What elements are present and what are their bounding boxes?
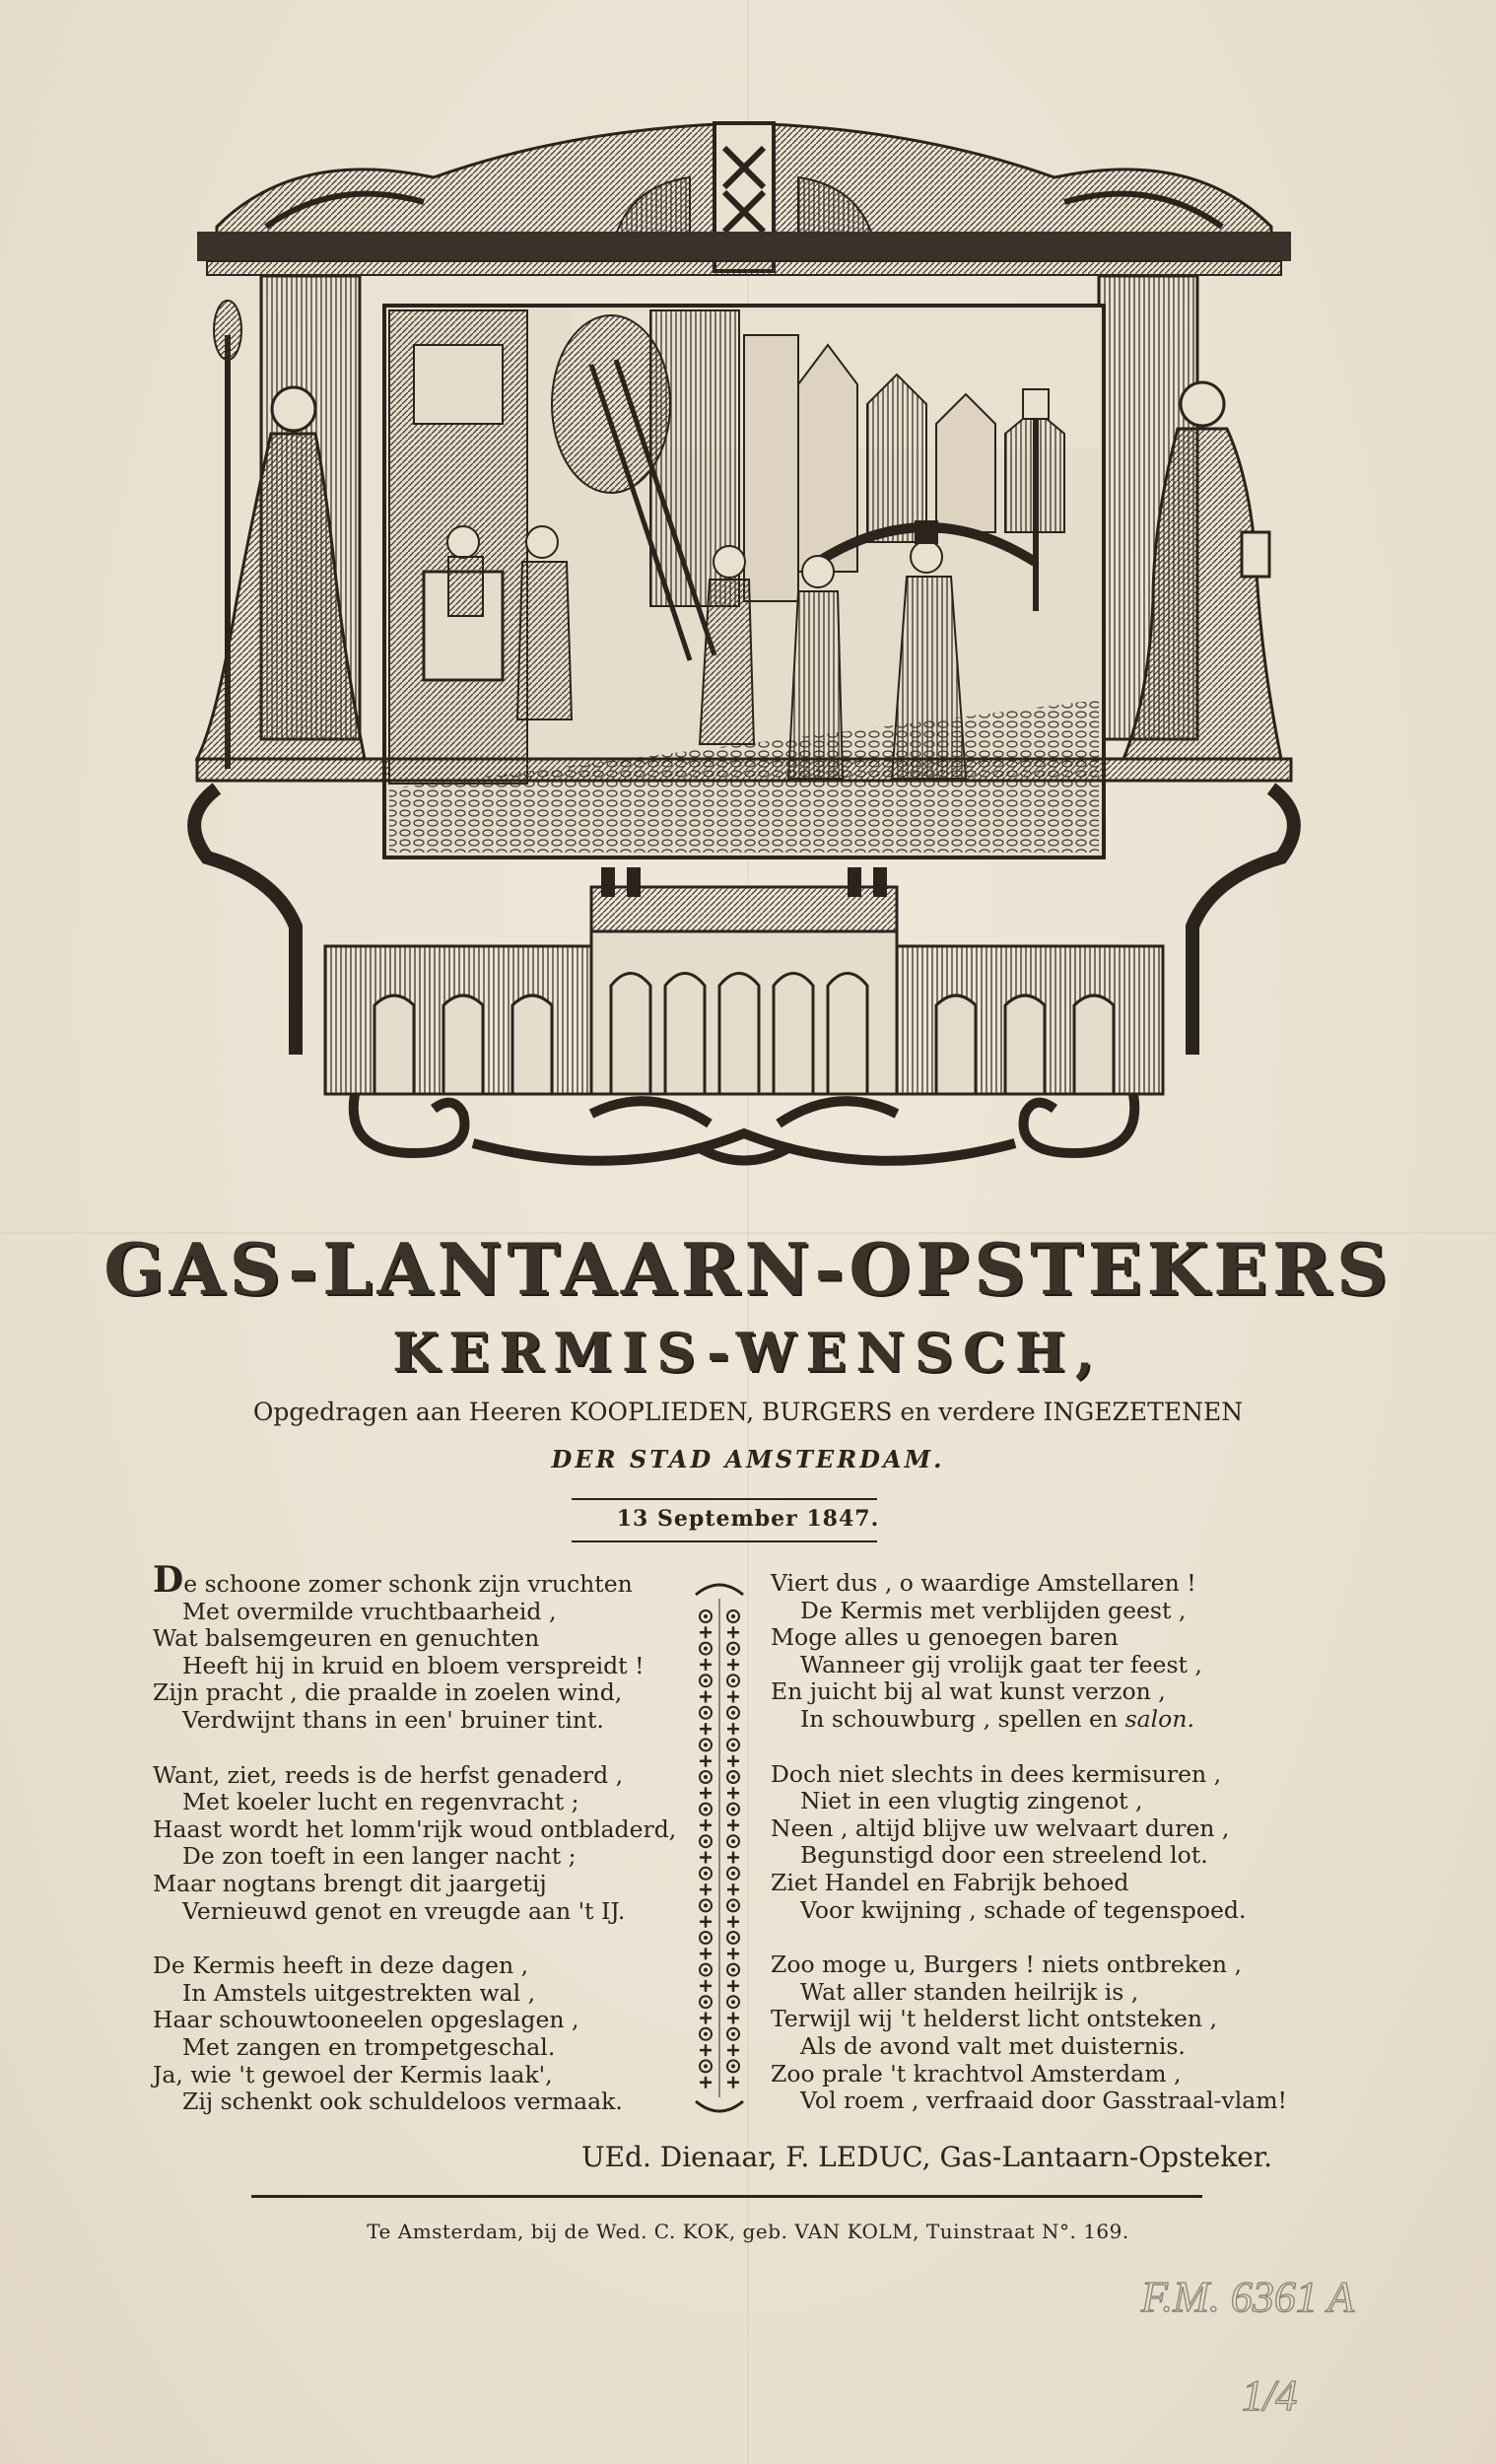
date-rule-bottom: [572, 1540, 877, 1542]
poem-line-text: In Amstels uitgestrekten wal ,: [182, 1978, 536, 2007]
poem-line: [153, 1843, 705, 1871]
title-subtitle: KERMIS-WENSCH,: [392, 1321, 1104, 1384]
poem-line: [153, 2034, 705, 2062]
poem-line: [153, 2088, 705, 2116]
poem-line-text: Heeft hij in kruid en bloem verspreidt !: [182, 1651, 645, 1679]
dedication-line: Opgedragen aan Heeren KOOPLIEDEN, BURGERS en verdere INGEZETENEN: [252, 1398, 1244, 1426]
poem-line-text: Met koeler lucht en regenvracht ;: [182, 1788, 579, 1816]
poem-line-text: De zon toeft in een langer nacht ;: [182, 1842, 577, 1871]
poem-line-text: De Kermis met verblijden geest ,: [800, 1596, 1187, 1624]
poem-line-text: Als de avond valt met duisternis.: [800, 2031, 1186, 2060]
poem-line-text: En juicht bij al wat kunst verzon ,: [771, 1677, 1166, 1706]
poem-stanza: [771, 1761, 1323, 1925]
poem-right-column: [771, 1570, 1323, 2143]
poem-line-text: e schoone zomer schonk zijn vruchten: [183, 1570, 633, 1598]
poem-line-text: Ziet Handel en Fabrijk behoed: [771, 1868, 1129, 1896]
poem-line: [153, 1816, 705, 1844]
poem-line-text: Viert dus , o waardige Amstellaren !: [771, 1569, 1196, 1597]
city-line: DER STAD AMSTERDAM.: [551, 1445, 945, 1473]
poem-stanza: [771, 1570, 1323, 1734]
poem-line: [153, 1762, 705, 1790]
poem-line: [771, 1624, 1323, 1652]
poem-line: [153, 1952, 705, 1980]
poem-stanza: [153, 1559, 705, 1735]
poem-line: [771, 1761, 1323, 1789]
poem-line: [153, 1653, 705, 1680]
poem-line-text: Wat aller standen heilrijk is ,: [800, 1977, 1139, 2006]
poem-line: [153, 1789, 705, 1816]
poem-line-text: Ja, wie 't gewoel der Kermis laak',: [153, 2060, 553, 2088]
date-rule-top: [572, 1498, 877, 1500]
poem-line: [153, 1599, 705, 1626]
poem-line: [153, 1898, 705, 1926]
poem-line-text: Vol roem , verfraaid door Gasstraal-vlam!: [800, 2087, 1287, 2115]
printer-imprint: Te Amsterdam, bij de Wed. C. KOK, geb. VAN KOLM, Tuinstraat N°. 169.: [367, 2220, 1129, 2243]
poem-line: [771, 1652, 1323, 1679]
poem-line: [771, 1815, 1323, 1843]
poem-line-text: Niet in een vlugtig zingenot ,: [800, 1787, 1143, 1815]
poem-line: [771, 1951, 1323, 1979]
poem-line: [771, 2033, 1323, 2061]
poem-line: [153, 1707, 705, 1735]
poem-line: [771, 1678, 1323, 1706]
poem-line-text: Haar schouwtooneelen opgeslagen ,: [153, 2006, 579, 2034]
poem-line-text: Zoo prale 't krachtvol Amsterdam ,: [771, 2059, 1182, 2088]
poem-line-text: Wanneer gij vrolijk gaat ter feest ,: [800, 1650, 1202, 1678]
poem-line-text: Met overmilde vruchtbaarheid ,: [182, 1597, 557, 1625]
poem-line: [153, 1871, 705, 1898]
poem-line: [153, 2007, 705, 2034]
poem-line: [771, 2061, 1323, 2088]
archive-fraction: 1/4: [1242, 2371, 1298, 2420]
poem-line: [771, 2088, 1323, 2115]
drop-cap: D: [153, 1559, 184, 1601]
poem-line-text: Moge alles u genoegen baren: [771, 1623, 1119, 1652]
poem-line: [153, 2062, 705, 2089]
poem-line: [771, 1570, 1323, 1598]
poem-line: [153, 1559, 705, 1601]
imprint-rule: [251, 2195, 1202, 2198]
poem-line: [771, 1598, 1323, 1625]
poem-line: [153, 1980, 705, 2008]
poem-line-text: Neen , altijd blijve uw welvaart duren ,: [771, 1814, 1230, 1842]
poem-line-text: Want, ziet, reeds is de herfst genaderd ,: [153, 1760, 624, 1789]
poem-line-text: Zoo moge u, Burgers ! niets ontbreken ,: [771, 1951, 1242, 1979]
poem-line-text: Maar nogtans brengt dit jaargetij: [153, 1869, 547, 1897]
poem-stanza: [153, 1952, 705, 2116]
poem-line: [771, 1870, 1323, 1897]
title-main: GAS-LANTAARN-OPSTEKERS: [103, 1227, 1393, 1311]
ornamental-divider: [690, 1577, 749, 2119]
poem-line-italic: salon.: [1124, 1704, 1194, 1733]
poem-line-text: Wat balsemgeuren en genuchten: [153, 1624, 540, 1653]
poem-line: [771, 2006, 1323, 2033]
poem-line-text: Vernieuwd genot en vreugde aan 't IJ.: [182, 1896, 626, 1925]
colonnade-building: [325, 867, 1163, 1094]
poem-line-text: Doch niet slechts in dees kermisuren ,: [771, 1759, 1222, 1788]
poem-line-text: Zijn pracht , die praalde in zoelen wind,: [153, 1678, 623, 1707]
poem-line-text: Begunstigd door een streelend lot.: [800, 1841, 1208, 1870]
woodcut-illustration: [177, 108, 1311, 1173]
archive-number: F.M. 6361 A: [1141, 2273, 1354, 2321]
poem-line-text: Verdwijnt thans in een' bruiner tint.: [182, 1705, 604, 1734]
poem-line: [153, 1679, 705, 1707]
date-line: 13 September 1847.: [616, 1506, 880, 1532]
poem-stanza: [771, 1951, 1323, 2115]
poem-line: [771, 1706, 1323, 1734]
poem-line: [771, 1842, 1323, 1870]
poem-line-text: De Kermis heeft in deze dagen ,: [153, 1951, 529, 1980]
poem-line-text: In schouwburg , spellen en: [800, 1704, 1125, 1733]
poem-line-text: Voor kwijning , schade of tegenspoed.: [800, 1895, 1247, 1924]
scroll-ornament: [354, 1094, 1135, 1161]
poem-line: [771, 1897, 1323, 1925]
archive-pencil-note: [1133, 2242, 1449, 2439]
poem-line: [771, 1788, 1323, 1815]
poem-stanza: [153, 1762, 705, 1926]
poem-line: [771, 1979, 1323, 2007]
poem-line-text: Terwijl wij 't helderst licht ontsteken ,: [771, 2005, 1217, 2033]
poem-line-text: Met zangen en trompetgeschal.: [182, 2032, 556, 2061]
poem-line: [153, 1625, 705, 1653]
poem-line-text: Zij schenkt ook schuldeloos vermaak.: [182, 2088, 623, 2116]
signature-line: UEd. Dienaar, F. LEDUC, Gas-Lantaarn-Opsteker.: [581, 2141, 1272, 2173]
poem-left-column: [153, 1559, 705, 2144]
poem-line-text: Haast wordt het lomm'rijk woud ontbladerd,: [153, 1814, 677, 1843]
